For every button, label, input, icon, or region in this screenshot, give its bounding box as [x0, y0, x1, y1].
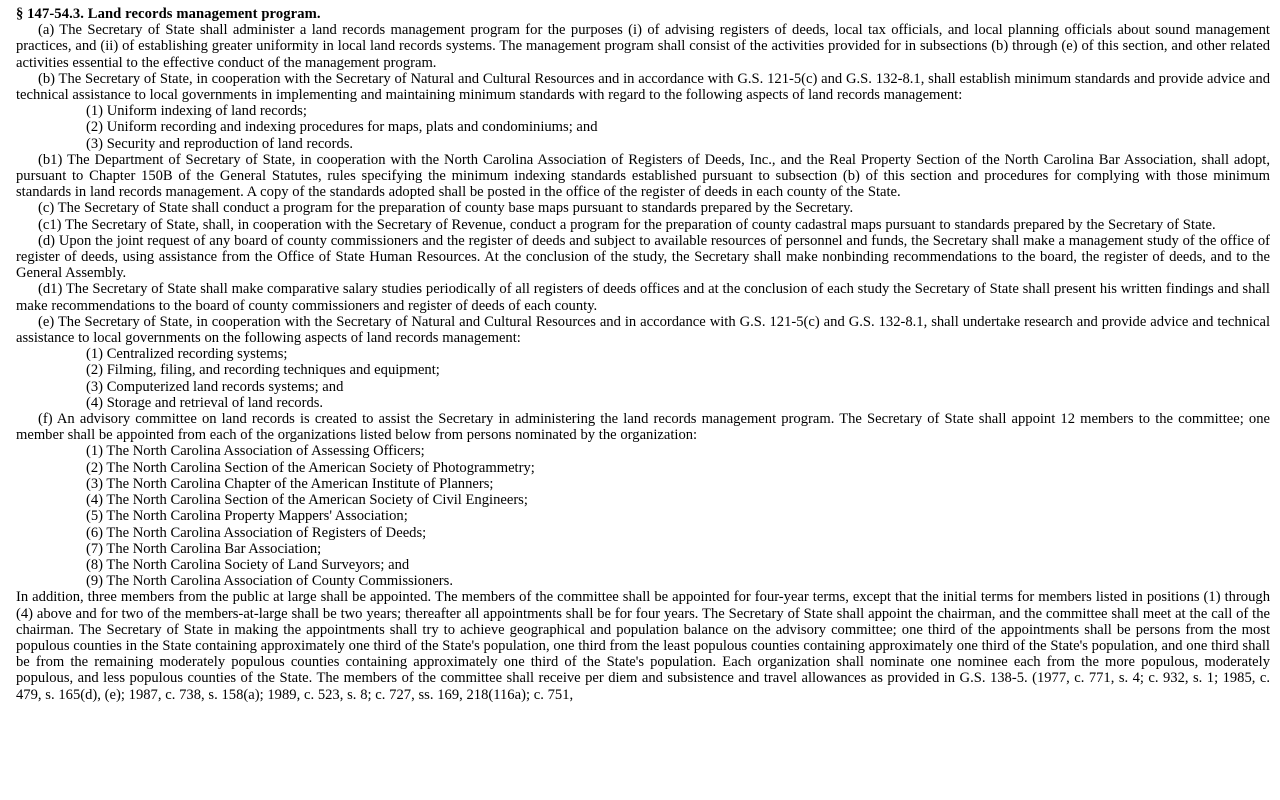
closing-paragraph: In addition, three members from the public at large shall be appointed. The members of the committee shall be appointed for four-year terms, except that the initial terms for members listed in positions (1) through (4) above and for two of the members-at-large shall be two years; thereafter all appointments shall be for four years. The Secretary of State shall appoint the chairman, and the committee shall meet at the call of the chairman. The Secretary of State in making the appointments shall try to achieve geographical and population balance on the advisory committee; one third of the appointments shall be persons from the most populous counties in the State containing approximately one third of the State's population, one third from the least populous counties containing approximately one third of the State's population, and one third shall be from the remaining moderately populous counties containing approximately one third of the State's population. Each organization shall nominate one nominee each from the more populous, moderately populous, and less populous counties of the State. The members of the committee shall receive per diem and subsistence and travel allowances as provided in G.S. 138-5. (1977, c. 771, s. 4; c. 932, s. 1; 1985, c. 479, s. 165(d), (e); 1987, c. 738, s. 158(a); 1989, c. 523, s. 8; c. 727, ss. 169, 218(116a); c. 751,: [16, 589, 1270, 703]
list-item-number: (3): [86, 378, 104, 395]
list-item-number: (4): [86, 492, 104, 509]
subsection-c1-paragraph: (c1) The Secretary of State, shall, in cooperation with the Secretary of Revenue, conduct a program for the preparation of county cadastral maps pursuant to standards prepared by the Secretary of State.: [38, 216, 1216, 233]
list-item-number: (9): [86, 573, 104, 590]
list-item: [8, 119, 1272, 135]
list-item: [8, 541, 1272, 557]
list-item-label: The North Carolina Association of Registers of Deeds;: [106, 524, 427, 541]
list-item-number: (1): [86, 443, 104, 460]
list-item: [8, 395, 1272, 411]
subsection-a-paragraph: (a) The Secretary of State shall administer a land records management program for the purposes (i) of advising registers of deeds, local tax officials, and local planning officials about sound management practices, and (ii) of establishing greater uniformity in local land records systems. The management program shall consist of the activities provided for in subsections (b) through (e) of this section, and other related activities essential to the effective conduct of the management program.: [16, 22, 1270, 71]
list-item-number: (1): [86, 346, 104, 363]
list-item: [8, 346, 1272, 362]
list-item: [8, 362, 1272, 378]
subsection-c-paragraph: (c) The Secretary of State shall conduct a program for the preparation of county base maps pursuant to standards prepared by the Secretary.: [38, 200, 854, 217]
list-item: [8, 476, 1272, 492]
list-item: [8, 460, 1272, 476]
list-item: [8, 557, 1272, 573]
list-item: [8, 492, 1272, 508]
list-item-label: Uniform recording and indexing procedures for maps, plats and condominiums; and: [106, 119, 598, 136]
list-item-label: The North Carolina Association of County Commissioners.: [106, 573, 453, 590]
list-item: [8, 379, 1272, 395]
list-item: [8, 525, 1272, 541]
list-item: [8, 103, 1272, 119]
list-item-label: Centralized recording systems;: [106, 346, 288, 363]
subsection-d-paragraph: (d) Upon the joint request of any board of county commissioners and the register of deeds and subject to available resources of personnel and funds, the Secretary shall make a management study of the office of register of deeds, using assistance from the Office of State Human Resources. At the conclusion of the study, the Secretary shall make nonbinding recommendations to the board, the register of deeds, and to the General Assembly.: [16, 232, 1270, 282]
list-item-number: (2): [86, 459, 104, 476]
subsection-d1-paragraph: (d1) The Secretary of State shall make comparative salary studies periodically of all registers of deeds offices and at the conclusion of each study the Secretary of State shall present his written findings and shall make recommendations to the board of county commissioners and register of deeds of each county.: [16, 281, 1270, 314]
subsection-f-paragraph: (f) An advisory committee on land records is created to assist the Secretary in administering the land records management program. The Secretary of State shall appoint 12 members to the committee; one member shall be appointed from each of the organizations listed below from persons nominated by the organization:: [16, 411, 1270, 444]
list-item-label: Security and reproduction of land records.: [106, 135, 354, 152]
list-item: [8, 508, 1272, 524]
list-item-number: (3): [86, 475, 104, 492]
subsection-e-list: [8, 346, 1272, 411]
list-item-label: The North Carolina Property Mappers' Association;: [106, 508, 408, 525]
list-item-label: The North Carolina Association of Assessing Officers;: [106, 443, 425, 460]
list-item-label: Uniform indexing of land records;: [106, 103, 307, 120]
list-item-number: (6): [86, 524, 104, 541]
list-item-number: (3): [86, 135, 104, 152]
subsection-b-paragraph: (b) The Secretary of State, in cooperation with the Secretary of Natural and Cultural Resources and in accordance with G.S. 121-5(c) and G.S. 132-8.1, shall establish minimum standards and provide advice and technical assistance to local governments in implementing and maintaining minimum standards with regard to the following aspects of land records management:: [16, 70, 1270, 104]
subsection-f-list: [8, 443, 1272, 589]
list-item: [8, 136, 1272, 152]
list-item-label: Computerized land records systems; and: [106, 378, 344, 395]
list-item-number: (1): [86, 103, 104, 120]
list-item-label: The North Carolina Chapter of the American Institute of Planners;: [106, 475, 494, 492]
list-item-label: Filming, filing, and recording techniques and equipment;: [106, 362, 440, 379]
subsection-e-paragraph: (e) The Secretary of State, in cooperation with the Secretary of Natural and Cultural Resources and in accordance with G.S. 121-5(c) and G.S. 132-8.1, shall undertake research and provide advice and technical assistance to local governments on the following aspects of land records management:: [16, 313, 1270, 347]
subsection-b-list: [8, 103, 1272, 152]
list-item-number: (8): [86, 556, 104, 573]
list-item-label: The North Carolina Section of the American Society of Photogrammetry;: [106, 459, 535, 476]
list-item-number: (5): [86, 508, 104, 525]
list-item-label: Storage and retrieval of land records.: [106, 394, 324, 411]
page-title: § 147-54.3. Land records management program.: [16, 6, 321, 22]
list-item-number: (7): [86, 540, 104, 557]
list-item: [8, 573, 1272, 589]
list-item-number: (2): [86, 119, 104, 136]
list-item: [8, 443, 1272, 459]
list-item-number: (2): [86, 362, 104, 379]
list-item-label: The North Carolina Bar Association;: [106, 540, 322, 557]
list-item-number: (4): [86, 394, 104, 411]
subsection-b1-paragraph: (b1) The Department of Secretary of State, in cooperation with the North Carolina Association of Registers of Deeds, Inc., and the Real Property Section of the North Carolina Bar Association, shall adopt, pursuant to Chapter 150B of the General Statutes, rules specifying the minimum indexing standards established pursuant to subsection (b) of this section and procedures for complying with those minimum standards in land records management. A copy of the standards adopted shall be posted in the office of the register of deeds in each county of the State.: [16, 151, 1270, 201]
list-item-label: The North Carolina Society of Land Surveyors; and: [106, 556, 410, 573]
list-item-label: The North Carolina Section of the American Society of Civil Engineers;: [106, 492, 528, 509]
